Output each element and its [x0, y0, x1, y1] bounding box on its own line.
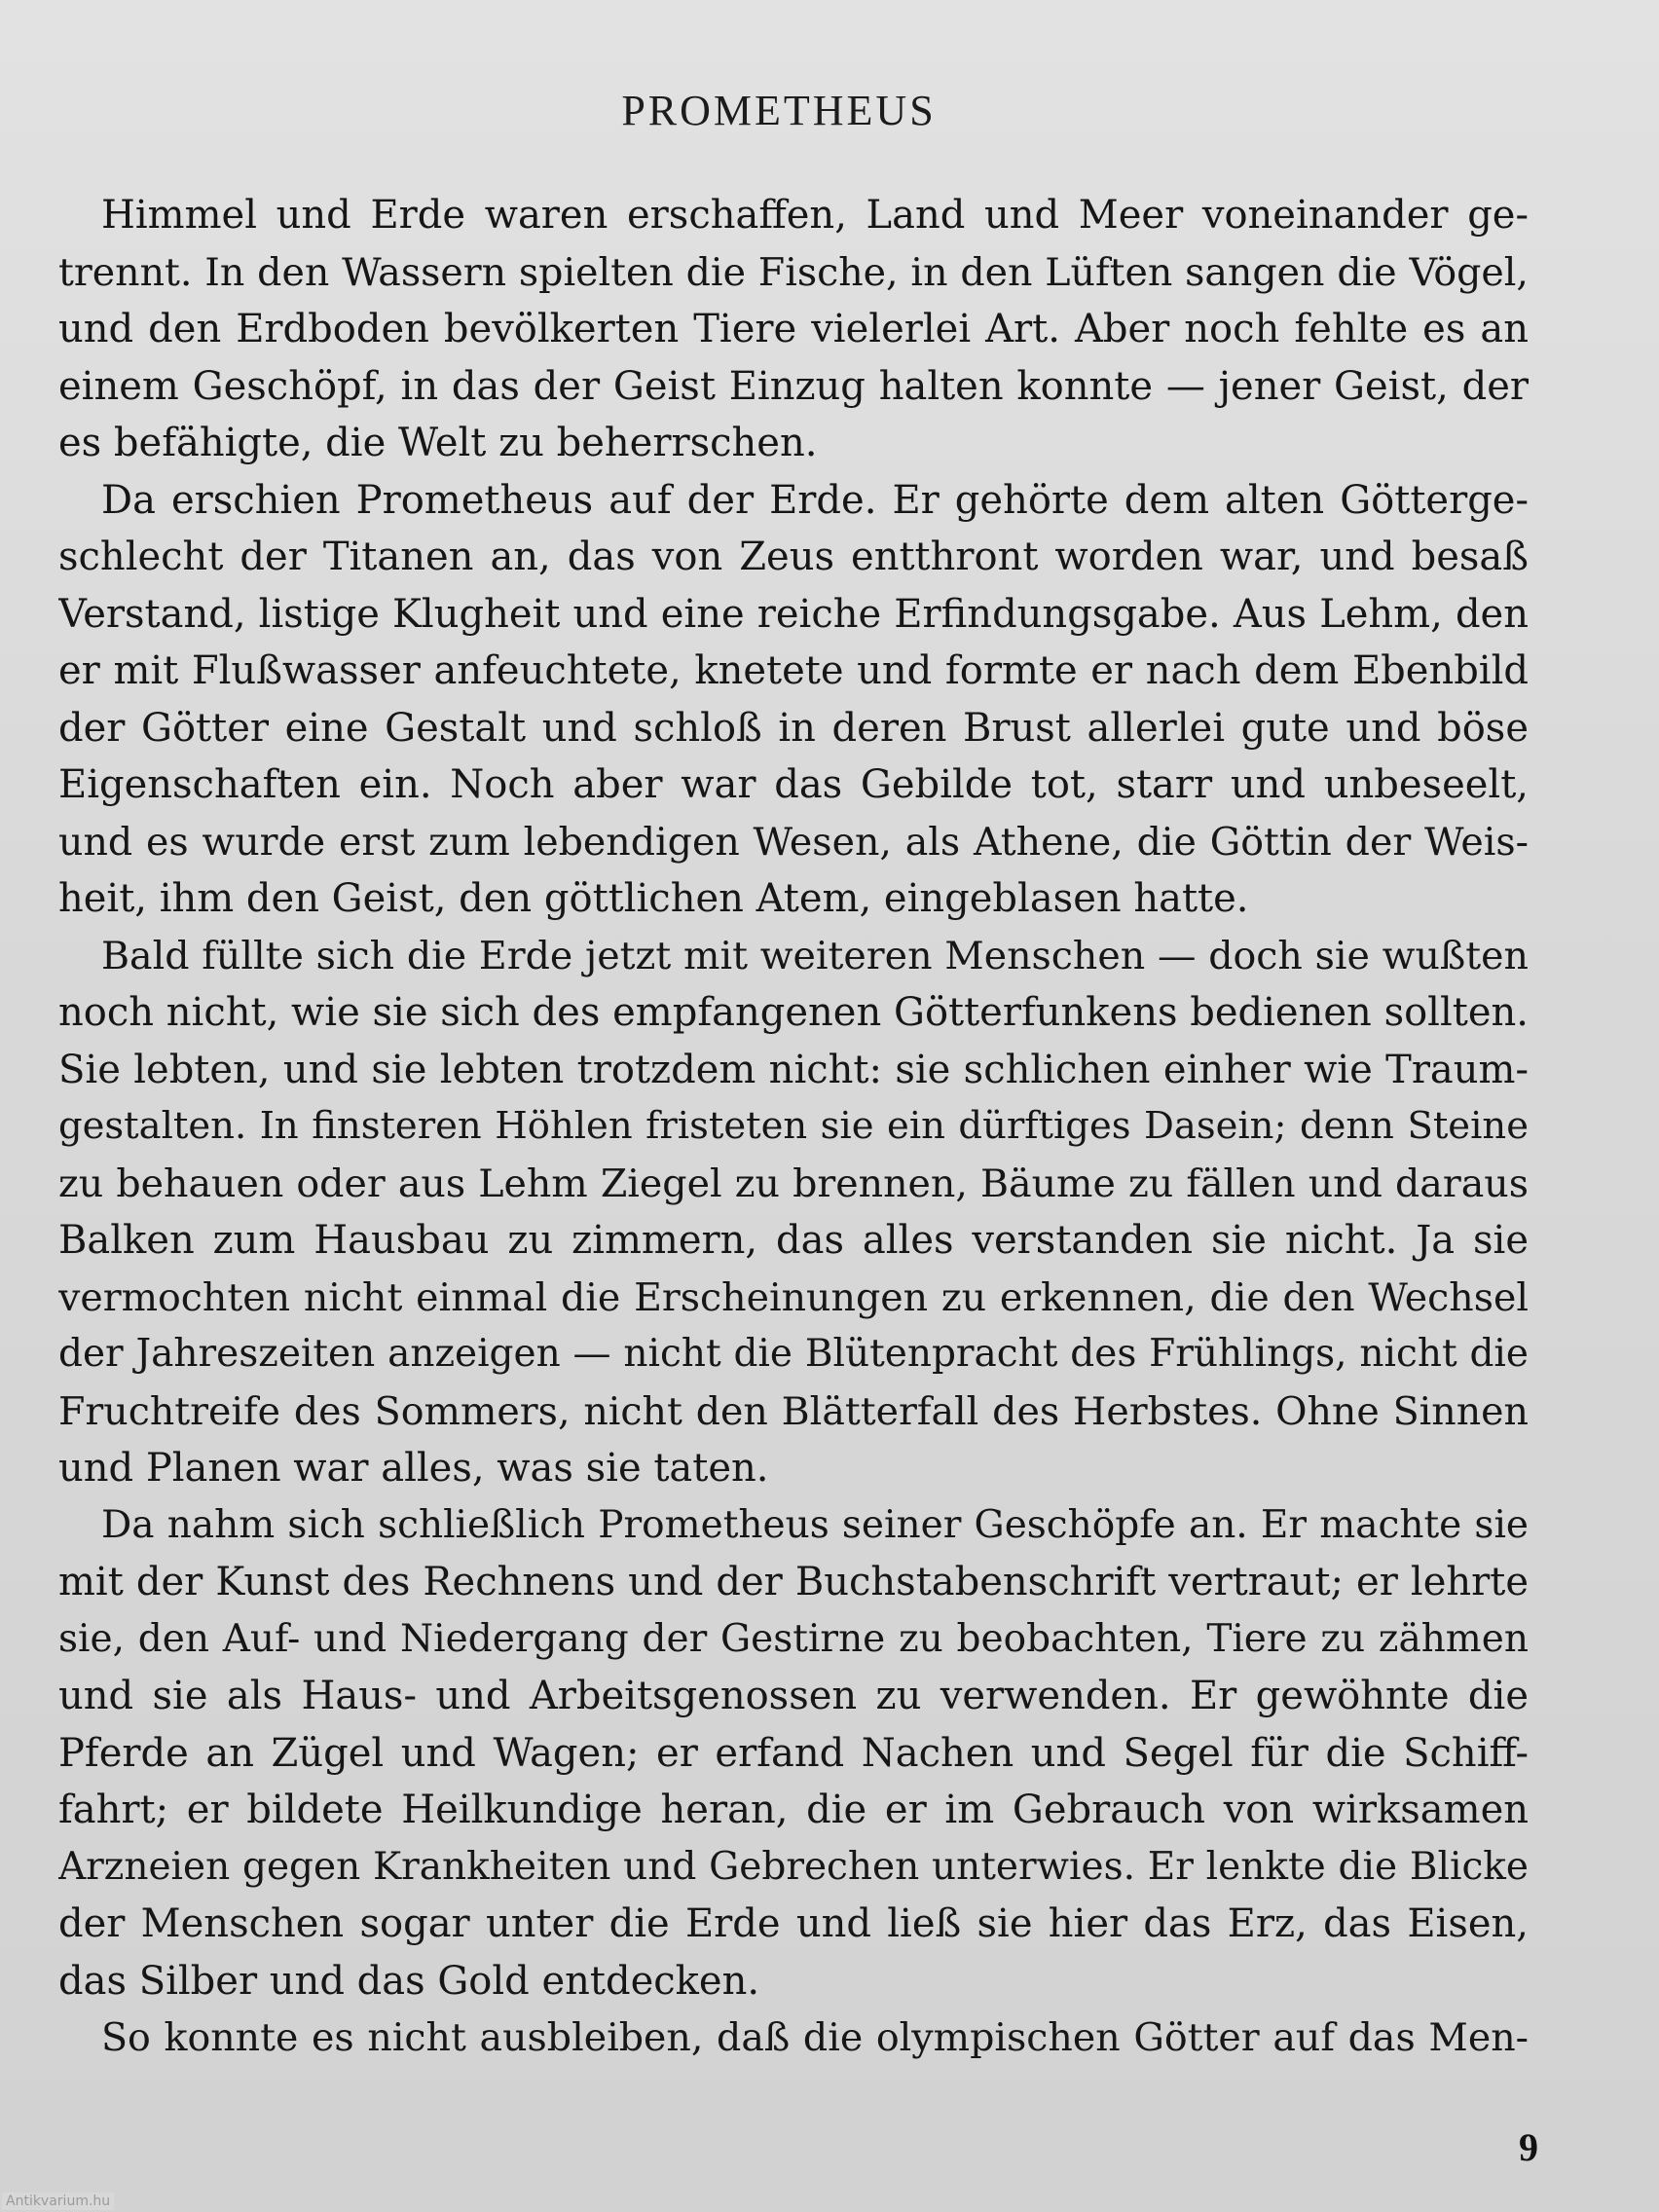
text-line: vermochten nicht einmal die Erscheinungen zu erkennen, die den Wechsel	[58, 1274, 1529, 1320]
text-line: er mit Flußwasser anfeuchtete, knetete und formte er nach dem Ebenbild	[58, 648, 1529, 693]
text-line: und es wurde erst zum lebendigen Wesen, als Athene, die Göttin der Weis-	[58, 819, 1529, 865]
paragraph-4	[58, 1497, 1529, 2010]
text-line: Pferde an Zügel und Wagen; er erfand Nachen und Segel für die Schiff-	[58, 1730, 1529, 1776]
text-line: Bald füllte sich die Erde jetzt mit weiteren Menschen — doch sie wußten	[101, 933, 1529, 978]
text-line: der Menschen sogar unter die Erde und ließ sie hier das Erz, das Eisen,	[58, 1901, 1529, 1946]
page-number: 9	[1519, 2125, 1538, 2169]
text-line: heit, ihm den Geist, den göttlichen Atem, eingeblasen hatte.	[58, 876, 1249, 921]
text-line: zu behauen oder aus Lehm Ziegel zu brennen, Bäume zu fällen und daraus	[58, 1161, 1529, 1206]
text-line: einem Geschöpf, in das der Geist Einzug halten konnte — jener Geist, der	[58, 363, 1529, 409]
text-line: noch nicht, wie sie sich des empfangenen Götterfunkens bedienen sollten.	[58, 990, 1529, 1035]
text-line: fahrt; er bildete Heilkundige heran, die er im Gebrauch von wirksamen	[58, 1788, 1529, 1832]
paragraph-2	[58, 472, 1529, 928]
text-line: Da erschien Prometheus auf der Erde. Er gehörte dem alten Götterge-	[101, 477, 1529, 523]
paragraph-1	[58, 187, 1529, 472]
text-line: der Jahreszeiten anzeigen — nicht die Blütenpracht des Frühlings, nicht die	[58, 1332, 1529, 1376]
text-line: es befähigte, die Welt zu beherrschen.	[58, 421, 818, 465]
text-line: Balken zum Hausbau zu zimmern, das alles verstanden sie nicht. Ja sie	[58, 1218, 1529, 1263]
text-line: Eigenschaften ein. Noch aber war das Gebilde tot, starr und unbeseelt,	[58, 762, 1529, 807]
text-line: schlecht der Titanen an, das von Zeus entthront worden war, und besaß	[58, 535, 1529, 579]
text-line: und sie als Haus- und Arbeitsgenossen zu verwenden. Er gewöhnte die	[58, 1674, 1529, 1718]
text-line: und den Erdboden bevölkerten Tiere vielerlei Art. Aber noch fehlte es an	[58, 307, 1529, 351]
text-line: Arzneien gegen Krankheiten und Gebrechen unterwies. Er lenkte die Blicke	[58, 1844, 1529, 1889]
text-line: und Planen war alles, was sie taten.	[58, 1446, 769, 1491]
text-line: Da nahm sich schließlich Prometheus seiner Geschöpfe an. Er machte sie	[101, 1502, 1529, 1547]
paragraph-5	[58, 2009, 1529, 2067]
text-line: sie, den Auf- und Niedergang der Gestirne zu beobachten, Tiere zu zähmen	[58, 1616, 1529, 1661]
text-line: mit der Kunst des Rechnens und der Buchstabenschrift vertraut; er lehrte	[58, 1560, 1529, 1604]
text-line: das Silber und das Gold entdecken.	[58, 1958, 760, 2004]
text-line: Sie lebten, und sie lebten trotzdem nicht: sie schlichen einher wie Traum-	[58, 1047, 1529, 1092]
text-line: So konnte es nicht ausbleiben, daß die olympischen Götter auf das Men-	[101, 2015, 1529, 2060]
body-text	[58, 187, 1529, 2067]
text-line: Himmel und Erde waren erschaffen, Land und Meer voneinander ge-	[101, 193, 1529, 238]
text-line: Fruchtreife des Sommers, nicht den Blätterfall des Herbstes. Ohne Sinnen	[58, 1388, 1529, 1434]
paragraph-3	[58, 928, 1529, 1497]
text-line: gestalten. In finsteren Höhlen fristeten sie ein dürftiges Dasein; denn Steine	[58, 1104, 1529, 1148]
watermark: Antikvarium.hu	[2, 2193, 114, 2210]
text-line: Verstand, listige Klugheit und eine reiche Erfindungsgabe. Aus Lehm, den	[58, 591, 1529, 637]
page-title: PROMETHEUS	[621, 87, 937, 134]
text-line: der Götter eine Gestalt und schloß in deren Brust allerlei gute und böse	[58, 705, 1529, 751]
text-line: trennt. In den Wassern spielten die Fische, in den Lüften sangen die Vögel,	[58, 249, 1529, 295]
